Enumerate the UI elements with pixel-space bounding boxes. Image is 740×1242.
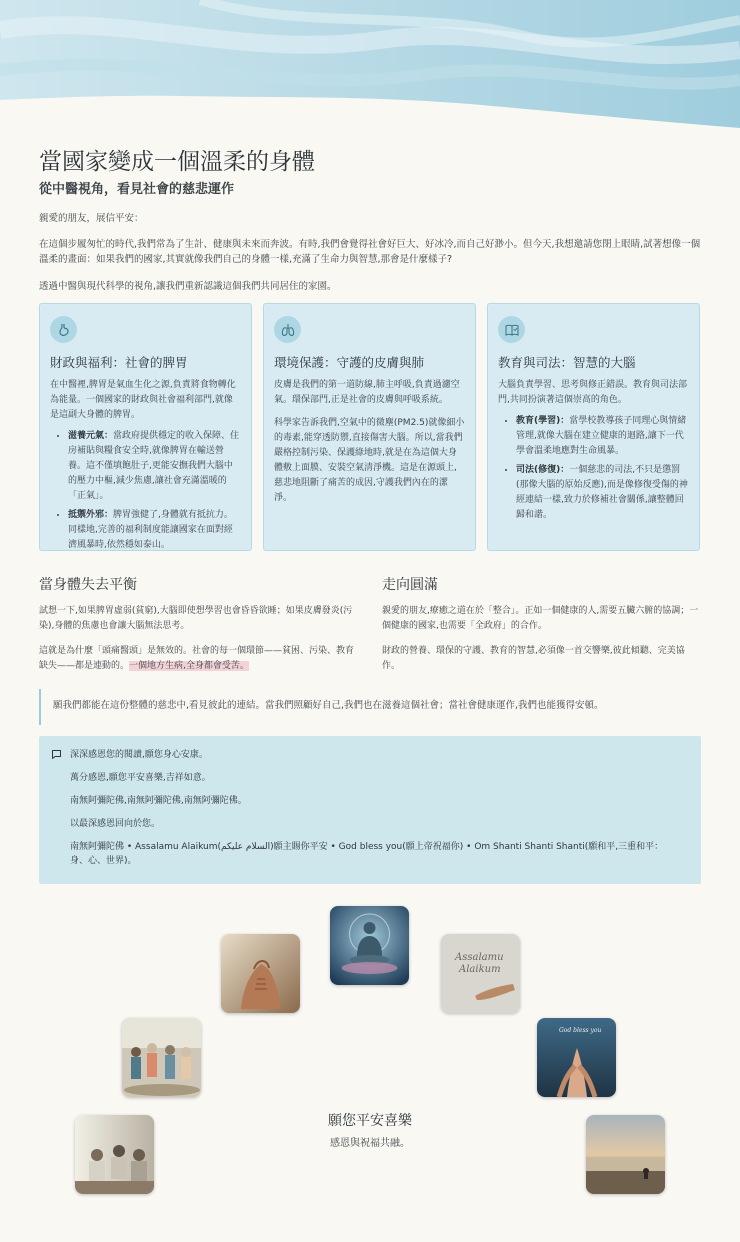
list-item (68, 429, 241, 504)
card-text: 在中醫裡,脾胃是氣血生化之源,負責將食物轉化為能量。一個國家的財政與社會福利部門,就像是這副大身體的脾胃。 (50, 380, 236, 420)
group-gathering-photo (122, 1018, 201, 1097)
article-header (39, 146, 701, 200)
list-item (516, 414, 689, 459)
bullet-desc: 脾胃強健了,身體就有抵抗力。同樣地,完善的福利制度能讓國家在面對經濟風暴時,依然穩如泰山。 (68, 510, 233, 550)
bullet-term: 滋養元氣： (68, 431, 114, 441)
intro-paragraph: 在這個步履匆忙的時代,我們常為了生計、健康與未來而奔波。有時,我們會覺得社會好巨大、好冰冷,而自己好渺小。但今天,我想邀請您閉上眼睛,試著想像一個溫柔的畫面：如果我們的國家,其實就像我們自己的身體一樣,充滿了生命力與智慧,那會是什麼樣子? (39, 238, 701, 265)
assalamu-alaikum-photo (441, 934, 520, 1013)
card-title: 教育與司法：智慧的大腦 (498, 355, 636, 370)
card-bullets (50, 429, 241, 553)
blessing-line: 以最深感恩回向於您。 (70, 819, 161, 829)
bullet-term: 抵禦外邪： (68, 510, 114, 520)
paragraph-text: 這就是為什麼「頭痛醫頭」是無效的。社會的每一個環節——貧困、污染、教育缺失——都是連動的。 (39, 646, 355, 671)
imbalance-section (39, 574, 359, 674)
blessing-line: 南無阿彌陀佛,南無阿彌陀佛,南無阿彌陀佛。 (70, 796, 247, 806)
greeting: 親愛的朋友，展信平安： (39, 213, 144, 224)
bullet-term: 司法(修復)： (516, 465, 570, 475)
bullet-desc: 當政府提供穩定的收入保障、住房補貼與糧食安全時,就像脾胃在輸送營養。這不僅填飽肚子,更能安撫我們大腦中的壓力中樞,減少焦慮,讓社會充滿溫暖的「正氣」。 (68, 431, 240, 501)
bullet-desc: 當學校教導孩子同理心與情緒管理,就像大腦在建立健康的迴路,讓下一代學會溫柔地應對生命風暴。 (516, 416, 687, 456)
photo-caption: God bless you (559, 1027, 602, 1034)
section-title: 走向圓滿 (382, 577, 438, 593)
section-paragraph: 親愛的朋友,療癒之道在於「整合」。正如一個健康的人,需要五臟六腑的協調；一個健康的國家,也需要「全政府」的合作。 (382, 606, 699, 631)
closing-title: 願您平安喜樂 (328, 1113, 412, 1129)
card-title: 環境保護：守護的皮膚與肺 (274, 355, 425, 370)
quote-block: 願我們都能在這份整體的慈悲中,看見彼此的連結。當我們照顧好自己,我們也在滋養這個社會；當社會健康運作,我們也能獲得安頓。 (39, 689, 701, 725)
section-paragraph-2 (39, 644, 359, 674)
card-title: 財政與福利：社會的脾胃 (50, 355, 188, 370)
praying-hands-photo (221, 934, 300, 1013)
card-bullets (498, 414, 689, 523)
stomach-icon (50, 316, 77, 343)
highlighted-text: 一個地方生病,全身都會受苦。 (129, 661, 249, 671)
page-subtitle: 從中醫視角，看見社會的慈悲運作 (39, 182, 235, 197)
card-text-2: 科學家告訴我們,空氣中的微塵(PM2.5)就像細小的毒素,能穿透防禦,直接傷害大腦。所以,當我們嚴格控制污染、保護綠地時,就是在為這個大身體敷上面膜、安裝空氣清淨機。這是在源頭上,慈悲地阻斷了痛苦的成因,守護我們內在的潔淨。 (274, 418, 465, 503)
meditation-class-photo (75, 1115, 154, 1194)
blessing-line: 深深感恩您的閱讀,願您身心安康。 (70, 750, 208, 760)
page-title: 當國家變成一個溫柔的身體 (39, 149, 315, 175)
bullet-term: 教育(學習)： (516, 416, 570, 426)
blessing-box (39, 736, 701, 884)
card-text: 皮膚是我們的第一道防線,肺主呼吸,負責過濾空氣。環保部門,正是社會的皮膚與呼吸系統。 (274, 380, 460, 405)
blessing-line: 南無阿彌陀佛 • Assalamu Alaikum(السلام عليكم)願主賜你平安 • God bless you(願上帝祝福你) • Om Shanti Shanti Shanti(願和平,三重和平：身、心、世界)。 (70, 842, 664, 866)
list-item (68, 508, 241, 553)
intro-section (39, 211, 701, 294)
card-education (487, 303, 700, 551)
section-title: 當身體失去平衡 (39, 577, 137, 593)
header-wave-banner (0, 0, 740, 135)
closing-subtitle: 感恩與祝福共融。 (330, 1138, 410, 1149)
section-paragraph: 試想一下,如果脾胃虛弱(貧窮),大腦即使想學習也會昏昏欲睡；如果皮膚發炎(污染),身體的焦慮也會讓大腦無法思考。 (39, 606, 353, 631)
card-text: 大腦負責學習、思考與修正錯誤。教育與司法部門,共同扮演著這個崇高的角色。 (498, 380, 688, 405)
harmony-section (382, 574, 701, 674)
organ-cards (39, 303, 701, 553)
photo-caption-2: Alaikum (459, 964, 501, 975)
sunset-lake-photo (586, 1115, 665, 1194)
book-icon (498, 316, 525, 343)
card-environment (263, 303, 476, 551)
message-icon (51, 749, 62, 760)
section-paragraph-2: 財政的營養、環保的守護、教育的智慧,必須像一首交響樂,彼此傾聽、完美協作。 (382, 646, 685, 671)
intro-paragraph-2: 透過中醫與現代科學的視角,讓我們重新認識這個我們共同居住的家園。 (39, 280, 337, 292)
list-item (516, 463, 689, 523)
god-bless-you-photo (537, 1018, 616, 1097)
lungs-icon (274, 316, 301, 343)
photo-caption-1: Assalamu (455, 952, 504, 963)
bullet-desc: 一個慈悲的司法,不只是懲罰(那像大腦的原始反應),而是像修復受傷的神經連結一樣,致力於修補社會關係,讓整體回歸和諧。 (516, 465, 688, 520)
buddha-photo (330, 906, 409, 985)
blessing-line: 萬分感恩,願您平安喜樂,吉祥如意。 (70, 773, 211, 783)
card-finance (39, 303, 252, 551)
